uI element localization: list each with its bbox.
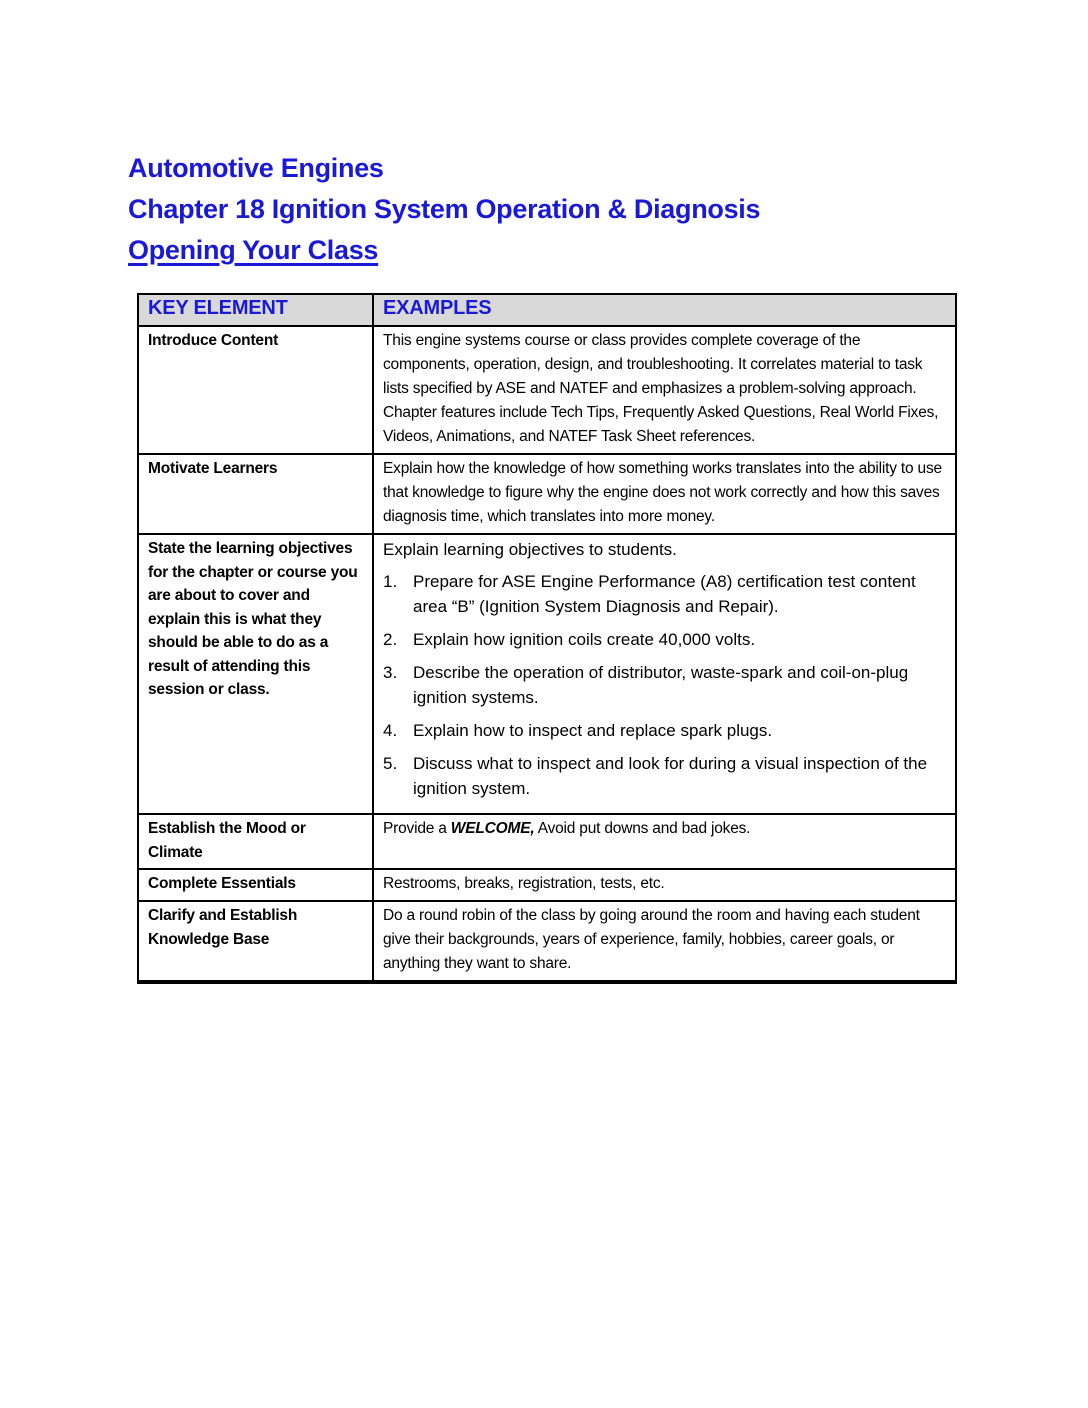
key-cell: Motivate Learners	[138, 454, 373, 534]
key-elements-table	[137, 293, 957, 984]
key-cell: Clarify and Establish Knowledge Base	[138, 901, 373, 982]
list-item-text: Prepare for ASE Engine Performance (A8) certification test content area “B” (Ignition System Diagnosis and Repair).	[413, 572, 916, 616]
key-cell: Complete Essentials	[138, 869, 373, 901]
table-row-introduce-content	[138, 326, 956, 454]
table-row-learning-objectives	[138, 534, 956, 814]
list-item-number: 2.	[383, 630, 398, 649]
example-cell	[373, 814, 956, 869]
objectives-list	[383, 569, 945, 801]
list-item	[383, 627, 945, 652]
table-row-clarify-knowledge	[138, 901, 956, 982]
example-cell: Do a round robin of the class by going around the room and having each student give their backgrounds, years of experience, family, hobbies, career goals, or anything they want to share.	[373, 901, 956, 982]
key-element-header-cell: KEY ELEMENT	[138, 294, 373, 326]
list-item-number: 5.	[383, 754, 398, 773]
table-row-establish-mood	[138, 814, 956, 869]
list-item	[383, 569, 945, 619]
example-cell: Restrooms, breaks, registration, tests, etc.	[373, 869, 956, 901]
document-content	[128, 148, 956, 984]
list-item-number: 4.	[383, 721, 398, 740]
key-cell: Establish the Mood or Climate	[138, 814, 373, 869]
example-cell	[373, 534, 956, 814]
document-title-block	[128, 148, 956, 271]
list-item	[383, 660, 945, 710]
title-line-course: Automotive Engines	[128, 153, 384, 183]
examples-header-cell: EXAMPLES	[373, 294, 956, 326]
table-row-motivate-learners	[138, 454, 956, 534]
title-line-section: Opening Your Class	[128, 235, 379, 265]
objectives-intro: Explain learning objectives to students.	[383, 540, 677, 559]
example-cell: This engine systems course or class provides complete coverage of the components, operation, design, and troubleshooting. It correlates material to task lists specified by ASE and NATEF and emphasizes a problem-solving approach. Chapter features include Tech Tips, Frequently Asked Questions, Real World Fixes, Videos, Animations, and NATEF Task Sheet references.	[373, 326, 956, 454]
key-cell: Introduce Content	[138, 326, 373, 454]
list-item-text: Explain how to inspect and replace spark plugs.	[413, 721, 773, 740]
example-text-prefix: Provide a	[383, 820, 451, 837]
key-cell: State the learning objectives for the chapter or course you are about to cover and explain this is what they should be able to do as a result of attending this session or class.	[138, 534, 373, 814]
welcome-emphasis: WELCOME,	[450, 820, 535, 837]
list-item-text: Discuss what to inspect and look for during a visual inspection of the ignition system.	[413, 754, 928, 798]
list-item	[383, 751, 945, 801]
example-cell: Explain how the knowledge of how something works translates into the ability to use that knowledge to figure why the engine does not work correctly and how this saves diagnosis time, which translates into more money.	[373, 454, 956, 534]
title-line-chapter: Chapter 18 Ignition System Operation & Diagnosis	[128, 194, 761, 224]
example-text-suffix: Avoid put downs and bad jokes.	[534, 820, 751, 837]
table-row-complete-essentials	[138, 869, 956, 901]
list-item	[383, 718, 945, 743]
table-header-row	[138, 294, 956, 326]
list-item-number: 3.	[383, 663, 398, 682]
list-item-text: Describe the operation of distributor, waste-spark and coil-on-plug ignition systems.	[413, 663, 909, 707]
list-item-number: 1.	[383, 572, 398, 591]
list-item-text: Explain how ignition coils create 40,000 volts.	[413, 630, 756, 649]
